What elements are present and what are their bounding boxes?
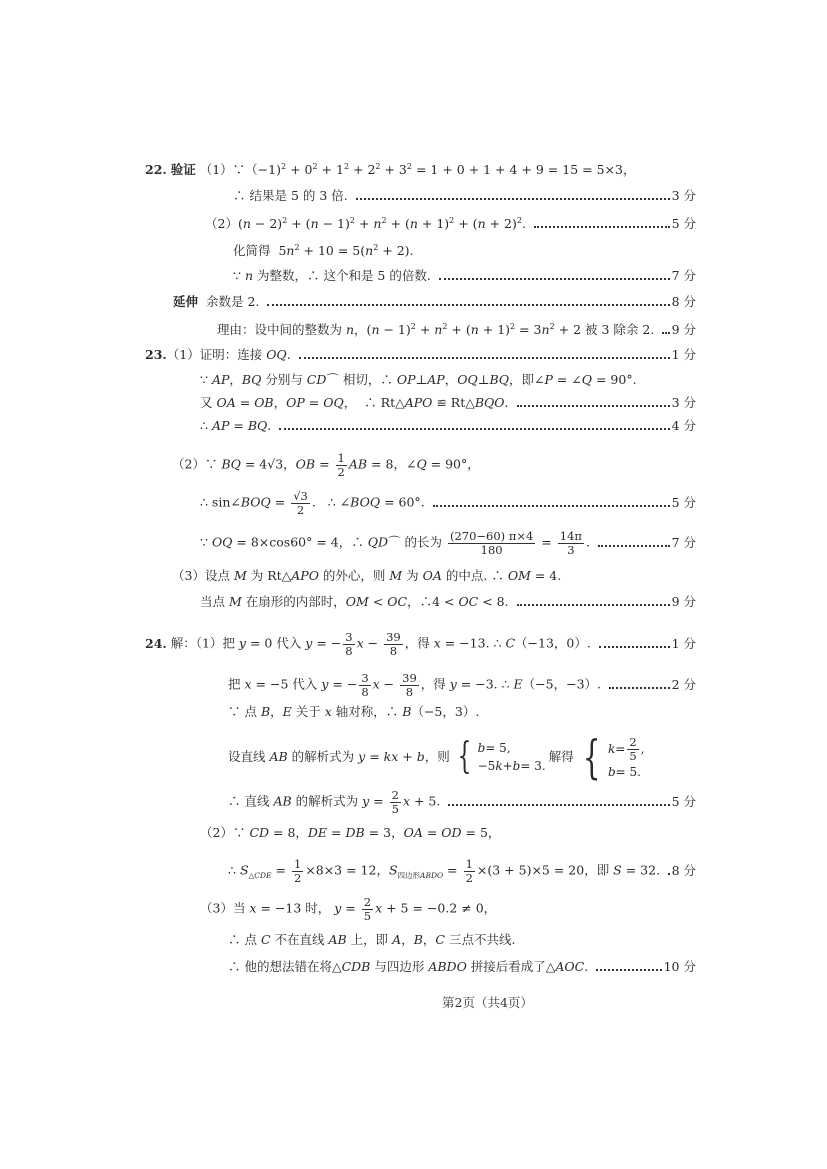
- q22-line-2: [233, 190, 696, 203]
- q24-line-10-text: ∴ 他的想法错在将△CDB 与四边形 ABDO 拼接后看成了△AOC.: [228, 959, 589, 974]
- score: 8 分: [671, 862, 696, 878]
- q22-line-2-text: ∴ 结果是 5 的 3 倍.: [233, 188, 348, 203]
- score: 2 分: [671, 676, 696, 692]
- q24-line-8: [200, 896, 496, 922]
- q23-number: 23.: [145, 347, 167, 362]
- q23-line-9-text: 当点 M 在扇形的内部时，OM < OC，∴4 < OC < 8.: [200, 594, 509, 609]
- fraction: $\frac{14\pi}{3}$: [559, 529, 582, 557]
- leader-dots: [534, 226, 670, 228]
- q24-line-8-text: （3）当 x = −13 时， y = $\frac{2}{5}$ x + 5 = −0.2 ≠ 0，: [200, 895, 497, 923]
- q22-extension-line-2: [217, 323, 696, 337]
- leader-dots: [599, 646, 670, 648]
- fraction: $\frac{√3}{2}$: [293, 489, 308, 517]
- fraction: $\frac{1}{2}$: [465, 857, 473, 885]
- fraction: $\frac{39}{8}$: [402, 671, 417, 699]
- solution-system: { k = $\frac{2}{5}$ , b = 5.: [582, 730, 645, 784]
- extension-title: 延伸: [173, 294, 199, 309]
- q23-line-5: [172, 452, 480, 478]
- q22-number: 22.: [145, 161, 167, 177]
- q23-line-2-text: ∵ AP，BQ 分别与 CD⌒ 相切，∴ OP⊥AP，OQ⊥BQ，即∠P = ∠Q = 90°.: [200, 372, 637, 387]
- leader-dots: [596, 969, 661, 971]
- fraction: $\frac{(270-60) \pi\times 4}{180}$: [449, 529, 534, 557]
- score: 3 分: [671, 395, 696, 410]
- q24-line-2-text: 把 x = −5 代入 y = − $\frac{3}{8}$ x − $\frac{39}{8}$ ，得 y = −3. ∴ E（−5，−3）.: [228, 671, 601, 699]
- score: 9 分: [671, 321, 696, 337]
- score: 4 分: [671, 418, 696, 433]
- page-footer: 第2页（共4页）: [442, 995, 533, 1010]
- fraction: $\frac{39}{8}$: [386, 630, 401, 658]
- leader-dots: [299, 357, 670, 359]
- q22-line-3: [205, 217, 696, 231]
- fraction: $\frac{3}{8}$: [345, 630, 353, 658]
- q23-line-7: [200, 530, 696, 556]
- q23-line-1-text: （1）证明：连接 OQ.: [166, 347, 291, 362]
- q24-number: 24.: [145, 635, 167, 651]
- fraction: $\frac{2}{5}$: [391, 788, 399, 816]
- leader-dots: [433, 505, 670, 507]
- q24-line-5-text: ∴ 直线 AB 的解析式为 y = $\frac{2}{5}$ x + 5.: [228, 788, 441, 816]
- leader-dots: [668, 873, 670, 875]
- fraction: $\frac{1}{2}$: [293, 857, 302, 885]
- fraction: $\frac{2}{5}$: [363, 895, 372, 923]
- score: 5 分: [671, 215, 696, 231]
- extension-line-1-text: 余数是 2.: [205, 294, 260, 309]
- score: 1 分: [671, 347, 696, 362]
- q24-line-9-text: ∴ 点 C 不在直线 AB 上，即 A，B，C 三点不共线.: [228, 932, 516, 947]
- q22-line-4-text: 化简得 $5n^2 + 10 = 5(n^2 + 2)$.: [233, 243, 414, 259]
- q23-line-5-text: （2）∵ BQ = 4√3，OB = $\frac{1}{2}$ AB = 8，∠Q = 90°，: [172, 451, 480, 479]
- q23-line-4: [200, 420, 696, 433]
- extension-line-2-text: 理由：设中间的整数为 n，$(n - 1)^2 + n^2 + (n + 1)^2 = 3n^2 + 2$ 被 3 除余 2.: [217, 322, 655, 338]
- q23-line-7-text: ∵ OQ = 8×cos60° = 4，∴ QD⌒ 的长为 $\frac{(270-60) \pi\times 4}{180}$ = $\frac{14\pi}{3}$ .: [200, 529, 590, 557]
- q23-line-4-text: ∴ AP = BQ.: [200, 418, 272, 433]
- score: 10 分: [663, 959, 696, 974]
- q22-line-5: [233, 270, 696, 283]
- equation-system: { b = 5, −5 k + b = 3.: [457, 736, 546, 777]
- q24-line-4: [228, 730, 647, 784]
- q23-line-3-text: 又 OA = OB，OP = OQ， ∴ Rt△APO ≌ Rt△BQO.: [200, 395, 509, 410]
- q22-line-4: [233, 244, 414, 258]
- q24-line-7: [228, 858, 696, 884]
- q24-line-5: [228, 789, 696, 815]
- q22-title: 验证: [170, 161, 196, 177]
- score: 7 分: [671, 534, 696, 550]
- leader-dots: [267, 304, 669, 306]
- solve-label: 解得: [548, 748, 574, 764]
- q24-line-6: [200, 827, 500, 840]
- score: 1 分: [671, 635, 696, 651]
- q22-line-1: [145, 163, 635, 177]
- score: 8 分: [671, 294, 696, 309]
- q22-extension-line-1: [173, 296, 696, 309]
- score: 7 分: [671, 268, 696, 283]
- q23-line-9: [200, 596, 696, 609]
- q24-line-9: [228, 934, 515, 947]
- leader-dots: [609, 687, 670, 689]
- leader-dots: [517, 604, 670, 606]
- q23-line-8-text: （3）设点 M 为 Rt△APO 的外心，则 M 为 OA 的中点. ∴ OM = 4.: [172, 568, 562, 583]
- q23-line-3: [200, 397, 696, 410]
- leader-dots: [662, 332, 669, 334]
- score: 9 分: [671, 594, 696, 609]
- score: 3 分: [671, 188, 696, 203]
- leader-dots: [279, 428, 669, 430]
- q22-line-3-text: $(2)(n - 2)^2 + (n - 1)^2 + n^2 + (n + 1)^2 + (n + 2)^2$.: [205, 216, 526, 232]
- q24-line-3: [228, 706, 479, 719]
- score: 5 分: [671, 494, 696, 510]
- q23-line-6: [200, 490, 696, 516]
- leader-dots: [356, 198, 670, 200]
- q23-line-8: [172, 570, 561, 583]
- leader-dots: [439, 278, 670, 280]
- q22-line-5-text: ∵ n 为整数，∴ 这个和是 5 的倍数.: [233, 268, 431, 283]
- q22-line-1-text: （1）∵（−1)$^2$ + $0^2 + 1^2 + 2^2 + 3^2 = 1 + 0 + 1 + 4 + 9 = 15 = 5\times 3$，: [199, 162, 636, 178]
- leader-dots: [517, 405, 670, 407]
- fraction: $\frac{1}{2}$: [337, 451, 345, 479]
- q24-line-10: [228, 961, 696, 974]
- leader-dots: [598, 545, 670, 547]
- q24-line-6-text: （2）∵ CD = 8，DE = DB = 3，OA = OD = 5，: [200, 825, 501, 840]
- q23-line-2: [200, 374, 637, 387]
- q24-line-2: [228, 672, 696, 698]
- q24-line-7-text: ∴ $S_{\triangle CDE}$ = $\frac{1}{2}$ ×8×3 = 12，$S_{四边形ABDO}$ = $\frac{1}{2}$ ×(3 + 5)×5 = 20，即 S = 32.: [228, 857, 661, 885]
- leader-dots: [448, 804, 669, 806]
- score: 5 分: [671, 793, 696, 809]
- q24-line-3-text: ∵ 点 B，E 关于 x 轴对称，∴ B（−5，3）.: [228, 704, 480, 719]
- fraction: $\frac{3}{8}$: [361, 671, 369, 699]
- q23-line-6-text: ∴ sin∠BOQ = $\frac{√3}{2}$ . ∴ ∠BOQ = 60°.: [200, 489, 425, 517]
- q23-line-1: [145, 349, 696, 362]
- q24-line-1-text: 解：（1）把 y = 0 代入 y = − $\frac{3}{8}$ x − $\frac{39}{8}$ ，得 x = −13. ∴ C（−13，0）.: [166, 630, 591, 658]
- q24-line-1: [145, 631, 696, 657]
- q24-line-4-text: 设直线 AB 的解析式为 y = kx + b，则: [228, 748, 450, 764]
